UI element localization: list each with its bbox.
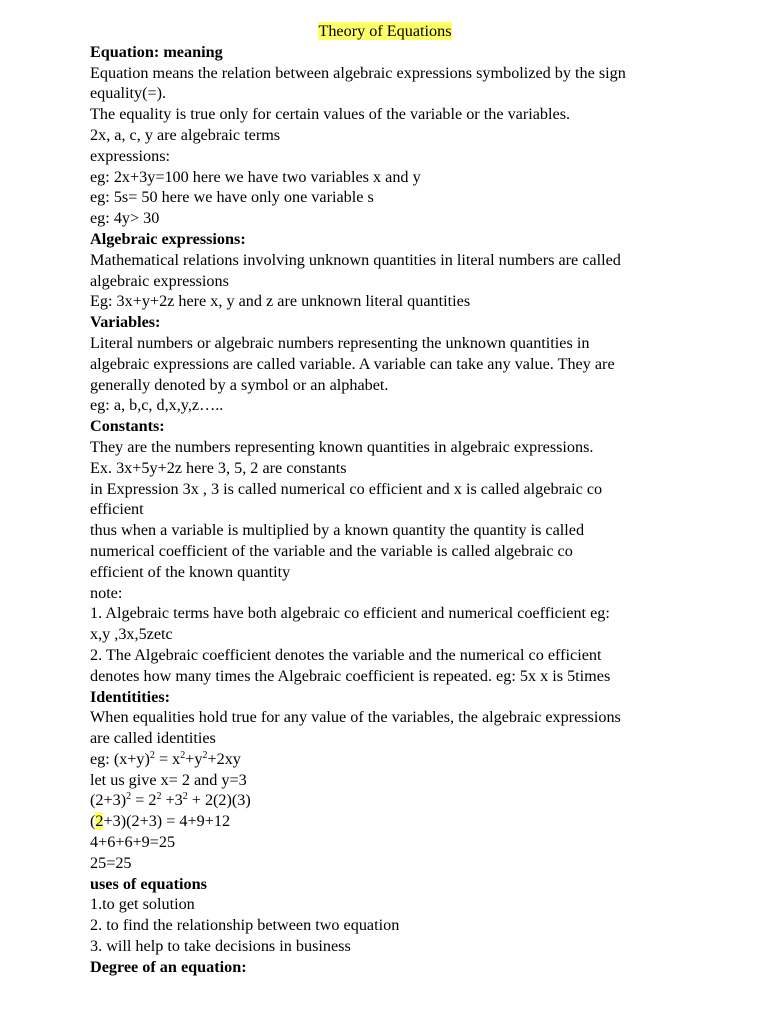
- heading-degree-of-equation: Degree of an equation:: [90, 957, 247, 976]
- example-line: eg: a, b,c, d,x,y,z…..: [90, 396, 224, 415]
- heading-identities: Identitities:: [90, 687, 171, 706]
- paragraph-line: equality(=).: [90, 84, 167, 103]
- document-title: Theory of Equations: [318, 22, 452, 40]
- identity-substitution: $(2+3)^2 = 2^2 +3^2 + 2(2)(3)$: [90, 791, 251, 810]
- identity-formula: eg: $(x+y)^2 = x^2+y^2+2xy$: [90, 749, 241, 768]
- identity-expansion: (2+3)(2+3) = 4+9+12: [90, 812, 231, 831]
- paragraph-line: Literal numbers or algebraic numbers representing the unknown quantities in: [90, 333, 590, 352]
- example-line: Eg: 3x+y+2z here x, y and z are unknown literal quantities: [90, 292, 471, 311]
- heading-equation-meaning: Equation: meaning: [90, 42, 223, 61]
- paragraph-line: thus when a variable is multiplied by a known quantity the quantity is called: [90, 521, 585, 540]
- paragraph-line: efficient of the known quantity: [90, 562, 291, 581]
- paragraph-line: are called identities: [90, 729, 216, 748]
- example-line: Ex. 3x+5y+2z here 3, 5, 2 are constants: [90, 458, 347, 477]
- list-item: 3. will help to take decisions in business: [90, 937, 351, 956]
- paragraph-line: expressions:: [90, 146, 171, 165]
- heading-variables: Variables:: [90, 313, 161, 332]
- paragraph-line: When equalities hold true for any value of the variables, the algebraic expressions: [90, 708, 621, 727]
- example-line: eg: 4y> 30: [90, 209, 160, 228]
- list-item: 2. to find the relationship between two equation: [90, 916, 400, 935]
- note-line: 2. The Algebraic coefficient denotes the variable and the numerical co efficient: [90, 645, 602, 664]
- paragraph-line: efficient: [90, 500, 144, 519]
- note-label: note:: [90, 583, 123, 602]
- paragraph-line: algebraic expressions are called variable. A variable can take any value. They are: [90, 354, 615, 373]
- heading-constants: Constants:: [90, 417, 165, 436]
- paragraph-line: algebraic expressions: [90, 271, 229, 290]
- paragraph-line: 2x, a, c, y are algebraic terms: [90, 125, 281, 144]
- example-line: eg: 2x+3y=100 here we have two variables x and y: [90, 167, 421, 186]
- paragraph-line: 4+6+6+9=25: [90, 833, 176, 852]
- example-line: eg: 5s= 50 here we have only one variable s: [90, 188, 374, 207]
- heading-algebraic-expressions: Algebraic expressions:: [90, 229, 246, 248]
- paragraph-line: in Expression 3x , 3 is called numerical co efficient and x is called algebraic co: [90, 479, 603, 498]
- heading-uses-of-equations: uses of equations: [90, 874, 207, 893]
- paragraph-line: let us give x= 2 and y=3: [90, 770, 247, 789]
- note-line: x,y ,3x,5zetc: [90, 625, 173, 644]
- note-line: denotes how many times the Algebraic coefficient is repeated. eg: 5x x is 5times: [90, 666, 611, 685]
- paragraph-line: numerical coefficient of the variable and the variable is called algebraic co: [90, 541, 573, 560]
- paragraph-line: Mathematical relations involving unknown quantities in literal numbers are called: [90, 250, 621, 269]
- paragraph-line: The equality is true only for certain values of the variable or the variables.: [90, 105, 571, 124]
- paragraph-line: 25=25: [90, 853, 132, 872]
- paragraph-line: generally denoted by a symbol or an alphabet.: [90, 375, 389, 394]
- note-line: 1. Algebraic terms have both algebraic co efficient and numerical coefficient eg:: [90, 604, 610, 623]
- document-body: [90, 21, 690, 978]
- paragraph-line: They are the numbers representing known quantities in algebraic expressions.: [90, 437, 594, 456]
- paragraph-line: Equation means the relation between algebraic expressions symbolized by the sign: [90, 63, 626, 82]
- list-item: 1.to get solution: [90, 895, 195, 914]
- highlighted-digit: 2: [95, 812, 104, 831]
- title-line: [90, 21, 680, 42]
